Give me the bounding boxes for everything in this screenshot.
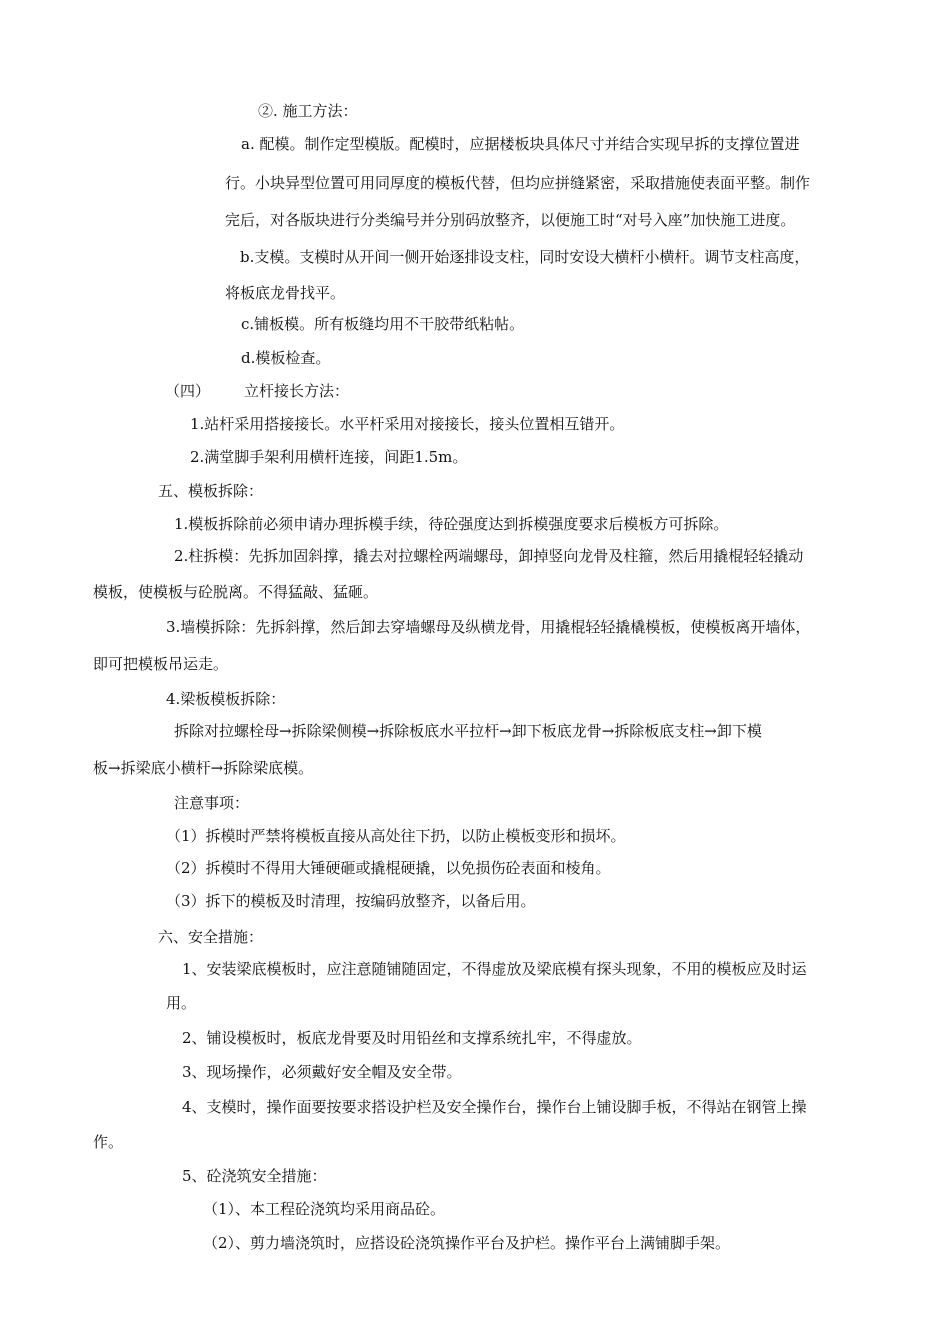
section-number: （四） bbox=[165, 382, 211, 400]
text-line: 模板，使模板与砼脱离。不得猛敲、猛砸。 bbox=[93, 583, 379, 601]
text-line: 4.梁板模板拆除： bbox=[166, 690, 286, 708]
text-line: 行。小块异型位置可用同厚度的模板代替，但均应拼缝紧密，采取措施使表面平整。制作 bbox=[225, 174, 811, 192]
text-line: 板→拆梁底小横杆→拆除梁底模。 bbox=[93, 759, 314, 777]
text-line: a. 配模。制作定型模版。配模时，应据楼板块具体尺寸并结合实现早拆的支撑位置进 bbox=[241, 135, 800, 153]
text-line: 完后，对各版块进行分类编号并分别码放整齐，以便施工时“对号入座”加快施工进度。 bbox=[225, 211, 796, 229]
text-line: 3、现场操作，必须戴好安全帽及安全带。 bbox=[182, 1063, 462, 1081]
text-line: 1、安装梁底模板时，应注意随铺随固定，不得虚放及梁底模有探头现象，不用的模板应及时运 bbox=[182, 960, 807, 978]
text-line: 拆除对拉螺栓母→拆除梁侧模→拆除板底水平拉杆→卸下板底龙骨→拆除板底支柱→卸下模 bbox=[174, 722, 762, 740]
text-line: （2）拆模时不得用大锤硬砸或撬棍硬撬，以免损伤砼表面和棱角。 bbox=[166, 859, 611, 877]
text-line: 2.柱拆模：先拆加固斜撑，撬去对拉螺栓两端螺母，卸掉竖向龙骨及柱箍，然后用撬棍轻轻撬动 bbox=[174, 547, 804, 565]
text-line: （2）、剪力墙浇筑时，应搭设砼浇筑操作平台及护栏。操作平台上满铺脚手架。 bbox=[203, 1234, 731, 1252]
section-heading: 立杆接长方法： bbox=[244, 382, 350, 400]
text-line: 3.墙模拆除：先拆斜撑，然后卸去穿墙螺母及纵横龙骨，用撬棍轻轻撬橇模板，使模板离开墙体， bbox=[166, 618, 811, 636]
text-line: 1.模板拆除前必须申请办理拆模手续，待砼强度达到拆模强度要求后模板方可拆除。 bbox=[174, 515, 729, 533]
section-heading: 六、安全措施： bbox=[158, 928, 264, 946]
section-heading: 五、模板拆除： bbox=[158, 482, 264, 500]
text-line: 将板底龙骨找平。 bbox=[225, 284, 346, 302]
text-line: d.模板检查。 bbox=[241, 349, 331, 367]
text-line: 用。 bbox=[166, 994, 197, 1012]
section-heading: 注意事项： bbox=[174, 794, 250, 812]
text-line: c.铺板模。所有板缝均用不干胶带纸粘帖。 bbox=[241, 315, 525, 333]
text-line: 作。 bbox=[93, 1133, 124, 1151]
text-line: 2、铺设模板时，板底龙骨要及时用铅丝和支撑系统扎牢，不得虚放。 bbox=[182, 1029, 642, 1047]
text-line: （1）、本工程砼浇筑均采用商品砼。 bbox=[203, 1200, 446, 1218]
text-line: 4、支模时，操作面要按要求搭设护栏及安全操作台，操作台上铺设脚手板，不得站在钢管上操 bbox=[182, 1098, 807, 1116]
text-line: 即可把模板吊运走。 bbox=[93, 655, 229, 673]
text-line: （3）拆下的模板及时清理，按编码放整齐，以备后用。 bbox=[166, 892, 536, 910]
text-line: 1.站杆采用搭接接长。水平杆采用对接接长，接头位置相互错开。 bbox=[190, 415, 625, 433]
text-line: b.支模。支模时从开间一侧开始逐排设支柱，同时安设大横杆小横杆。调节支柱高度， bbox=[240, 248, 810, 266]
text-line: ②. 施工方法： bbox=[258, 102, 358, 120]
text-line: 5、砼浇筑安全措施： bbox=[182, 1167, 327, 1185]
text-line: 2.满堂脚手架利用横杆连接，间距1.5m。 bbox=[190, 448, 468, 466]
text-line: （1）拆模时严禁将模板直接从高处往下扔，以防止模板变形和损坏。 bbox=[166, 827, 626, 845]
